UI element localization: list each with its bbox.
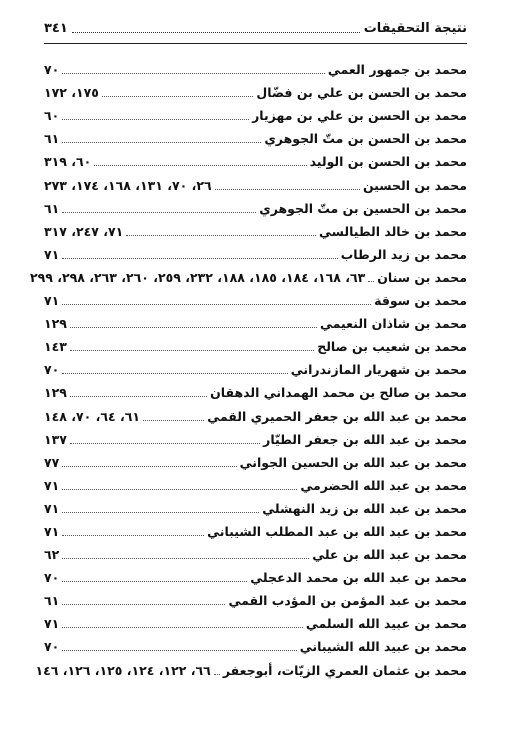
entry-name: محمد بن عبد الله بن جعفر الطيّار <box>263 431 467 447</box>
entry-pages: ١٤٣ <box>44 339 67 355</box>
dot-leader <box>126 235 316 236</box>
entry-pages: ١٧٥، ١٧٢ <box>44 85 99 101</box>
index-entry <box>44 472 467 495</box>
dot-leader <box>62 604 225 605</box>
index-entry <box>35 656 467 679</box>
dot-leader <box>62 650 296 651</box>
dot-leader <box>62 73 325 74</box>
index-entry <box>44 241 467 264</box>
entry-name: محمد بن الحسين بن متّ الجوهري <box>259 200 467 216</box>
entry-name: محمد بن عبد الله بن الحسين الجواني <box>239 454 467 470</box>
index-entry <box>44 148 467 171</box>
dot-leader <box>368 281 374 282</box>
dot-leader <box>62 627 303 628</box>
index-entry <box>44 587 467 610</box>
entry-name: محمد بن عبد الله بن علي <box>312 547 467 563</box>
index-entry <box>44 564 467 587</box>
dot-leader <box>62 581 247 582</box>
entry-pages: ٧٠ <box>44 639 60 655</box>
running-header-title: نتيجة التحقيقات <box>363 20 467 36</box>
index-entry <box>44 518 467 541</box>
entry-name: محمد بن الحسن بن الوليد <box>309 154 467 170</box>
dot-leader <box>70 350 314 351</box>
entry-name: محمد بن عثمان العمري الزيّات، أبوجعفر <box>222 662 467 678</box>
dot-leader <box>62 142 261 143</box>
dot-leader <box>143 420 204 421</box>
entry-pages: ٦١ <box>44 200 60 216</box>
index-entry <box>44 310 467 333</box>
index-entry <box>44 333 467 356</box>
index-entry <box>44 449 467 472</box>
index-entry <box>44 356 467 379</box>
entry-pages: ٧١ <box>44 246 60 262</box>
index-list <box>29 56 467 680</box>
entry-name: محمد بن الحسن بن علي بن مهزيار <box>252 108 467 124</box>
page-number: ٣٤١ <box>44 20 68 36</box>
dot-leader <box>62 512 259 513</box>
index-entry <box>44 79 467 102</box>
entry-pages: ١٣٧ <box>44 431 67 447</box>
entry-name: محمد بن عبيد الله الشيباني <box>299 639 467 655</box>
dot-leader <box>62 212 256 213</box>
dot-leader <box>62 373 288 374</box>
entry-pages: ٧١ <box>44 500 60 516</box>
entry-pages: ٧١، ٢٤٧، ٣١٧ <box>44 223 124 239</box>
entry-name: محمد بن عبد المؤمن بن المؤدب القمي <box>228 593 467 609</box>
entry-pages: ٧٧ <box>44 454 60 470</box>
index-entry <box>44 541 467 564</box>
entry-pages: ٦١ <box>44 131 60 147</box>
dot-leader <box>102 96 254 97</box>
index-entry <box>44 102 467 125</box>
entry-pages: ٧١ <box>44 477 60 493</box>
entry-pages: ٧٠ <box>44 570 60 586</box>
dot-leader <box>62 558 309 559</box>
index-entry <box>44 379 467 402</box>
index-entry <box>44 426 467 449</box>
entry-name: محمد بن الحسن بن متّ الجوهري <box>264 131 467 147</box>
dot-leader <box>215 189 360 190</box>
running-header <box>44 18 467 38</box>
entry-name: محمد بن الحسين <box>362 177 467 193</box>
index-entry <box>44 287 467 310</box>
entry-pages: ١٢٩ <box>44 316 67 332</box>
entry-name: محمد بن جمهور العمي <box>327 62 467 78</box>
entry-pages: ٧٠ <box>44 62 60 78</box>
entry-pages: ٦٦، ١٢٢، ١٢٤، ١٢٥، ١٢٦، ١٤٦ <box>35 662 211 678</box>
dot-leader <box>62 258 337 259</box>
dot-leader <box>70 327 317 328</box>
index-entry <box>44 610 467 633</box>
entry-pages: ١٢٩ <box>44 385 67 401</box>
entry-pages: ٢٦، ٧٠، ١٣١، ١٦٨، ١٧٤، ٢٧٣ <box>44 177 212 193</box>
entry-name: محمد بن عبد الله بن جعفر الحميري القمي <box>207 408 467 424</box>
entry-name: محمد بن عبد الله بن محمد الدعجلي <box>250 570 467 586</box>
entry-pages: ٦٠ <box>44 108 60 124</box>
entry-name: محمد بن عبد الله بن زيد النهشلي <box>262 500 467 516</box>
entry-name: محمد بن الحسن بن علي بن فضّال <box>256 85 467 101</box>
entry-pages: ٧١ <box>44 616 60 632</box>
entry-pages: ٧١ <box>44 523 60 539</box>
dot-leader <box>70 443 260 444</box>
dot-leader <box>62 466 236 467</box>
index-entry <box>44 195 467 218</box>
index-entry <box>44 125 467 148</box>
entry-name: محمد بن شعيب بن صالح <box>317 339 467 355</box>
entry-pages: ٦٣، ١٦٨، ١٨٤، ١٨٥، ١٨٨، ٢٣٢، ٢٥٩، ٢٦٠، ٢٦٣، ٢٩٨، ٢٩٩ <box>29 269 366 285</box>
header-rule <box>44 43 467 44</box>
dot-leader <box>70 396 207 397</box>
entry-pages: ٦١ <box>44 593 60 609</box>
entry-pages: ٦٢ <box>44 547 60 563</box>
index-entry <box>44 402 467 425</box>
entry-pages: ٦٠، ٣١٩ <box>44 154 92 170</box>
index-entry <box>44 633 467 656</box>
entry-name: محمد بن زيد الرطاب <box>340 246 467 262</box>
index-entry <box>44 218 467 241</box>
dot-leader <box>94 165 306 166</box>
entry-name: محمد بن صالح بن محمد الهمداني الدهقان <box>210 385 467 401</box>
entry-pages: ٦١، ٦٤، ٧٠، ١٤٨ <box>44 408 141 424</box>
index-entry <box>44 56 467 79</box>
index-entry <box>44 171 467 194</box>
entry-name: محمد بن سنان <box>377 269 467 285</box>
entry-name: محمد بن شاذان النعيمي <box>320 316 467 332</box>
entry-name: محمد بن شهريار المازندراني <box>290 362 467 378</box>
dot-leader <box>62 489 297 490</box>
entry-name: محمد بن سوقة <box>374 293 467 309</box>
entry-name: محمد بن خالد الطيالسي <box>319 223 467 239</box>
entry-pages: ٧٠ <box>44 362 60 378</box>
entry-name: محمد بن عبيد الله السلمي <box>305 616 467 632</box>
header-dot-leader <box>72 23 360 33</box>
dot-leader <box>62 304 371 305</box>
entry-name: محمد بن عبد الله الحضرمي <box>300 477 467 493</box>
index-entry <box>29 264 467 287</box>
index-entry <box>44 495 467 518</box>
dot-leader <box>62 535 204 536</box>
entry-name: محمد بن عبد الله بن عبد المطلب الشيباني <box>207 523 467 539</box>
entry-pages: ٧١ <box>44 293 60 309</box>
dot-leader <box>214 674 220 675</box>
dot-leader <box>62 119 249 120</box>
